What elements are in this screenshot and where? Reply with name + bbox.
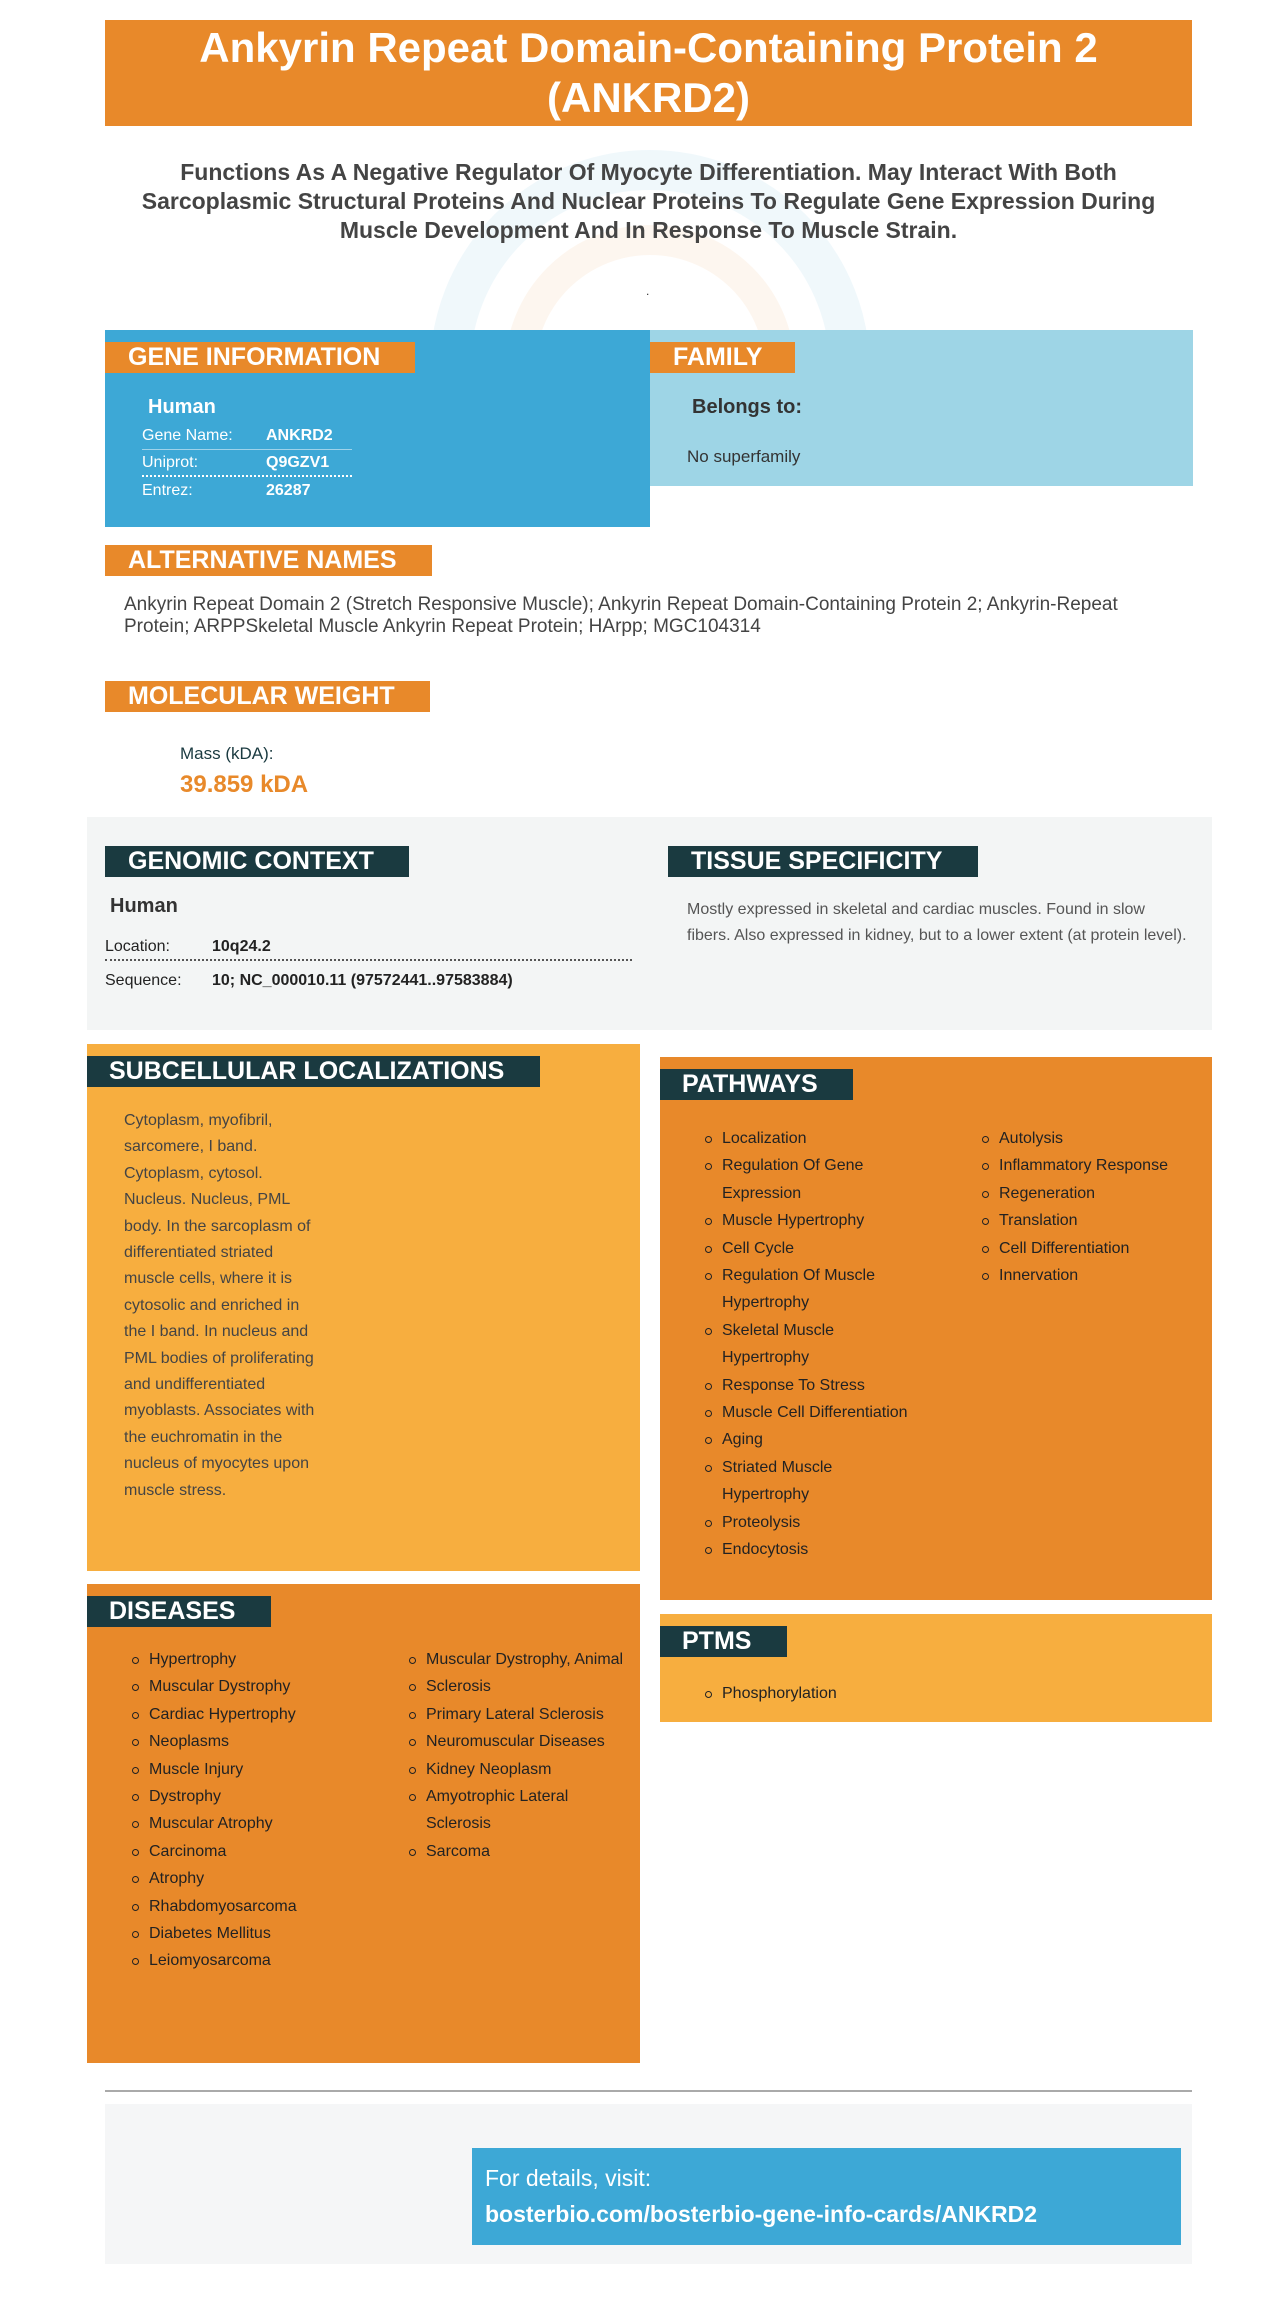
list-item: Endocytosis	[702, 1536, 922, 1563]
tissue-specificity-heading: TISSUE SPECIFICITY	[668, 846, 978, 877]
list-item: Skeletal Muscle Hypertrophy	[702, 1317, 922, 1372]
list-item: Aging	[702, 1426, 922, 1453]
gene-name-label: Gene Name:	[142, 427, 233, 444]
subcellular-heading: SUBCELLULAR LOCALIZATIONS	[87, 1056, 540, 1087]
list-item: Muscle Injury	[129, 1756, 369, 1783]
function-summary: Functions As A Negative Regulator Of Myocyte Differentiation. May Interact With Both Sarcoplasmic Structural Proteins And Nuclear Proteins To Regulate Gene Expression During Muscle Development And In Response To Muscle Strain.	[141, 159, 1156, 243]
list-item: Diabetes Mellitus	[129, 1920, 369, 1947]
subcellular-text: Cytoplasm, myofibril, sarcomere, I band. Cytoplasm, cytosol. Nucleus. Nucleus, PML body. In the sarcoplasm of differentiated striated muscle cells, where it is cytosolic and enriched in the I band. In nucleus and PML bodies of proliferating and undifferentiated myoblasts. Associates with the euchromatin in the nucleus of myocytes upon muscle stress.	[124, 1112, 315, 1499]
uniprot-label: Uniprot:	[142, 454, 199, 471]
diseases-list-1	[129, 1646, 369, 1975]
pathways-panel	[660, 1057, 1212, 1600]
title-banner	[105, 20, 1192, 126]
uniprot-row	[142, 451, 352, 477]
list-item: Translation	[979, 1207, 1211, 1234]
mass-value: 39.859 kDA	[180, 771, 309, 798]
genomic-species: Human	[110, 895, 178, 917]
list-item: Innervation	[979, 1262, 1211, 1289]
molecular-weight-heading: MOLECULAR WEIGHT	[105, 681, 430, 712]
details-url-link[interactable]: bosterbio.com/bosterbio-gene-info-cards/ANKRD2	[485, 2201, 1038, 2227]
gene-information-panel	[105, 330, 650, 527]
family-value: No superfamily	[687, 447, 801, 466]
gene-name-row	[142, 424, 352, 450]
pathways-list-2	[979, 1125, 1211, 1289]
list-item: Rhabdomyosarcoma	[129, 1893, 369, 1920]
genomic-context-heading: GENOMIC CONTEXT	[105, 846, 409, 877]
alternative-names-text: Ankyrin Repeat Domain 2 (Stretch Responsive Muscle); Ankyrin Repeat Domain-Containing Protein 2; Ankyrin-Repeat Protein; ARPPSkeletal Muscle Ankyrin Repeat Protein; HArpp; MGC104314	[124, 594, 1118, 637]
details-label: For details, visit:	[485, 2165, 652, 2191]
mass-label: Mass (kDA):	[180, 744, 274, 763]
list-item: Muscle Cell Differentiation	[702, 1399, 922, 1426]
uniprot-value: Q9GZV1	[266, 454, 330, 471]
entrez-row	[142, 479, 352, 505]
list-item: Muscular Dystrophy, Animal	[406, 1646, 636, 1673]
family-belongs-label: Belongs to:	[692, 396, 802, 418]
entrez-label: Entrez:	[142, 482, 193, 499]
pathways-list-1	[702, 1125, 922, 1564]
pathways-heading: PATHWAYS	[660, 1069, 853, 1100]
list-item: Muscular Dystrophy	[129, 1673, 369, 1700]
list-item: Cell Differentiation	[979, 1235, 1211, 1262]
list-item: Striated Muscle Hypertrophy	[702, 1454, 922, 1509]
list-item: Cell Cycle	[702, 1235, 922, 1262]
list-item: Dystrophy	[129, 1783, 369, 1810]
gene-information-heading: GENE INFORMATION	[105, 342, 415, 373]
diseases-panel	[87, 1584, 640, 2063]
ptms-heading: PTMS	[660, 1626, 787, 1657]
list-item: Muscle Hypertrophy	[702, 1207, 922, 1234]
list-item: Carcinoma	[129, 1838, 369, 1865]
ptms-list	[702, 1680, 1102, 1707]
list-item: Proteolysis	[702, 1509, 922, 1536]
list-item: Cardiac Hypertrophy	[129, 1701, 369, 1728]
diseases-heading: DISEASES	[87, 1596, 271, 1627]
entrez-value: 26287	[266, 482, 311, 499]
gene-name-value: ANKRD2	[266, 427, 333, 444]
sequence-label: Sequence:	[105, 972, 182, 989]
list-item: Autolysis	[979, 1125, 1211, 1152]
list-item: Inflammatory Response	[979, 1152, 1211, 1179]
list-item: Regulation Of Muscle Hypertrophy	[702, 1262, 922, 1317]
sequence-row	[105, 965, 632, 995]
sequence-value: 10; NC_000010.11 (97572441..97583884)	[212, 972, 513, 989]
list-item: Kidney Neoplasm	[406, 1756, 636, 1783]
diseases-list-2	[406, 1646, 636, 1865]
list-item: Neoplasms	[129, 1728, 369, 1755]
footer-divider	[105, 2090, 1192, 2092]
list-item: Leiomyosarcoma	[129, 1947, 369, 1974]
list-item: Hypertrophy	[129, 1646, 369, 1673]
page-title: Ankyrin Repeat Domain-Containing Protein 2 (ANKRD2)	[199, 24, 1098, 121]
list-item: Regeneration	[979, 1180, 1211, 1207]
list-item: Atrophy	[129, 1865, 369, 1892]
location-value: 10q24.2	[212, 938, 271, 955]
list-item: Regulation Of Gene Expression	[702, 1152, 922, 1207]
list-item: Localization	[702, 1125, 922, 1152]
list-item: Neuromuscular Diseases	[406, 1728, 636, 1755]
ptms-panel	[660, 1614, 1212, 1722]
list-item: Primary Lateral Sclerosis	[406, 1701, 636, 1728]
family-heading: FAMILY	[650, 342, 795, 373]
alternative-names-heading: ALTERNATIVE NAMES	[105, 545, 432, 576]
location-label: Location:	[105, 938, 170, 955]
list-item: Phosphorylation	[702, 1680, 1102, 1707]
family-panel	[650, 330, 1193, 486]
separator-dot: .	[646, 284, 650, 298]
subcellular-panel	[87, 1044, 640, 1571]
list-item: Amyotrophic Lateral Sclerosis	[406, 1783, 636, 1838]
gene-species: Human	[148, 396, 216, 418]
list-item: Muscular Atrophy	[129, 1810, 369, 1837]
tissue-specificity-text: Mostly expressed in skeletal and cardiac muscles. Found in slow fibers. Also expressed in kidney, but to a lower extent (at protein level).	[687, 901, 1187, 944]
list-item: Sarcoma	[406, 1838, 636, 1865]
list-item: Sclerosis	[406, 1673, 636, 1700]
details-link-box[interactable]	[472, 2148, 1181, 2245]
location-row	[105, 931, 632, 961]
list-item: Response To Stress	[702, 1372, 922, 1399]
